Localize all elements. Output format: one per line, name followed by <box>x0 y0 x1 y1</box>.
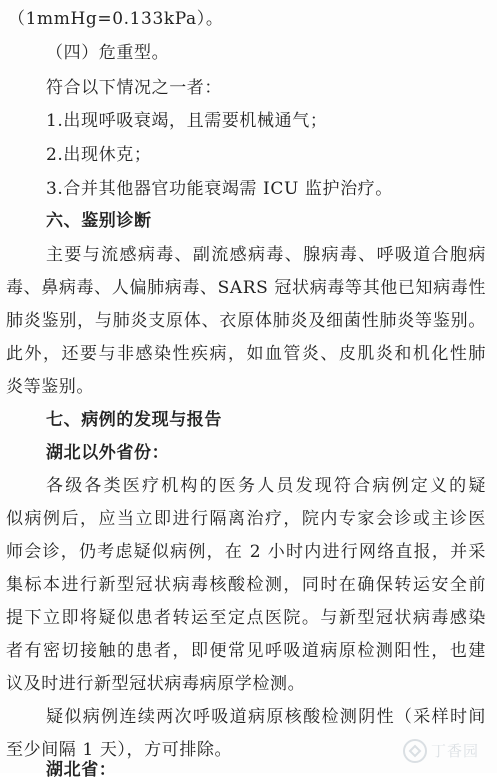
diagnosis-paragraph-line-2: 毒、鼻病毒、人偏肺病毒、SARS 冠状病毒等其他已知病毒性 <box>6 278 486 298</box>
report-paragraph-line-4: 集标本进行新型冠状病毒核酸检测，同时在确保转运安全前 <box>6 575 486 595</box>
section-7-heading: 七、病例的发现与报告 <box>46 410 222 430</box>
report-paragraph-line-1: 各级各类医疗机构的医务人员发现符合病例定义的疑 <box>46 476 486 496</box>
diagnosis-paragraph-line-3: 肺炎鉴别，与肺炎支原体、衣原体肺炎及细菌性肺炎等鉴别。 <box>6 311 486 331</box>
exclusion-paragraph-line-2: 至少间隔 1 天），方可排除。 <box>6 740 233 760</box>
report-paragraph-line-2: 似病例后，应当立即进行隔离治疗，院内专家会诊或主诊医 <box>6 509 486 529</box>
outside-hubei-heading: 湖北以外省份： <box>46 443 170 463</box>
diagnosis-paragraph-line-4: 此外，还要与非感染性疾病，如血管炎、皮肌炎和机化性肺 <box>6 344 486 364</box>
watermark-logo-icon <box>401 737 429 765</box>
report-paragraph-line-6: 者有密切接触的患者，即便常见呼吸道病原检测阳性，也建 <box>6 641 486 661</box>
report-paragraph-line-7: 议及时进行新型冠状病毒病原学检测。 <box>6 674 306 694</box>
diagnosis-paragraph-line-5: 炎等鉴别。 <box>6 377 94 397</box>
watermark-text: 丁香园 <box>431 742 480 760</box>
pressure-unit-note: （1mmHg=0.133kPa）。 <box>8 9 224 29</box>
criterion-3: 3.合并其他器官功能衰竭需 ICU 监护治疗。 <box>46 179 393 199</box>
criterion-2: 2.出现休克； <box>46 145 152 165</box>
exclusion-paragraph-line-1: 疑似病例连续两次呼吸道病原核酸检测阴性（采样时间 <box>46 707 486 727</box>
dxy-watermark <box>401 737 485 765</box>
hubei-heading: 湖北省： <box>46 760 117 780</box>
report-paragraph-line-3: 师会诊，仍考虑疑似病例，在 2 小时内进行网络直报，并采 <box>6 542 486 562</box>
diagnosis-paragraph-line-1: 主要与流感病毒、副流感病毒、腺病毒、呼吸道合胞病 <box>46 245 486 265</box>
criterion-1: 1.出现呼吸衰竭，且需要机械通气； <box>46 111 328 131</box>
critical-type-heading: （四）危重型。 <box>46 43 170 63</box>
report-paragraph-line-5: 提下立即将疑似患者转运至定点医院。与新型冠状病毒感染 <box>6 608 486 628</box>
section-6-heading: 六、鉴别诊断 <box>46 211 152 231</box>
criteria-intro: 符合以下情况之一者： <box>46 78 222 98</box>
